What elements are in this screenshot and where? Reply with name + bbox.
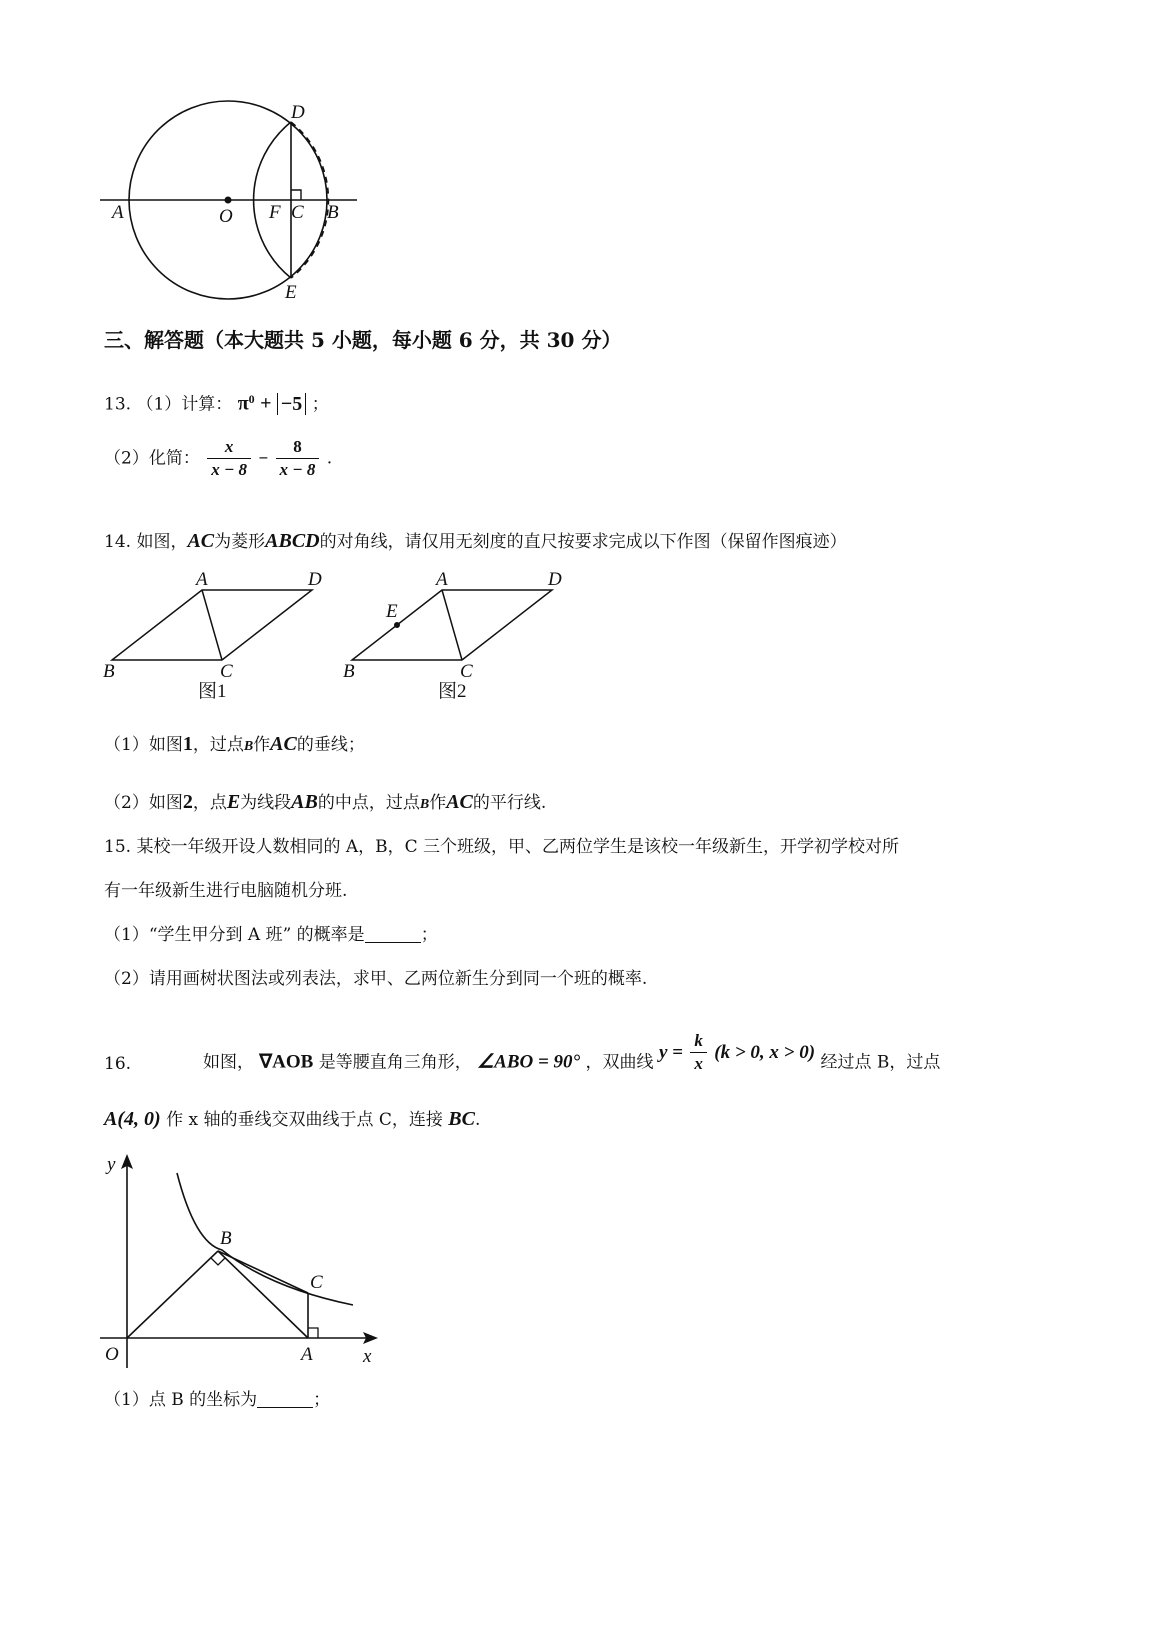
q15-line2: 有一年级新生进行电脑随机分班. [104,881,348,901]
q14-stem-a: 如图， [136,532,188,552]
fraction-1 [207,436,251,481]
segment-ba [218,1251,308,1338]
q16-triangle: ∇AOB [259,1051,314,1073]
q16-stem-line2 [104,1108,480,1131]
q16-stem-line1 [203,1031,941,1088]
q16-x: x [694,1054,703,1073]
q14-p2-d: 的中点，过点 [317,793,420,813]
q16-k: k [690,1030,707,1053]
q16-number: 16. [104,1054,132,1074]
q14-p2-b: ，点 [192,793,227,813]
label-c: C [291,202,304,223]
pi-exponent: 0 [248,392,255,406]
hyperbola [177,1173,353,1305]
q14-p2-ab: AB [291,791,318,813]
q14-p1-fig: 1 [182,733,193,755]
fig2-caption: 图2 [438,681,467,702]
fig1-label-d: D [308,569,322,590]
label-d: D [291,102,305,123]
q16-part1 [104,1389,330,1411]
q14-p1-c: 作 [253,735,271,755]
q14-p2-point: B [419,797,430,812]
q13-part1-end: ； [311,394,329,415]
q14-ac: AC [187,530,215,552]
q14-p1-b: ，过点 [192,735,244,755]
fig2-label-c: C [460,661,473,682]
q14-p1-a: （1）如图 [104,735,183,755]
rhombus-figure-1 [100,565,340,705]
fraction-1-numerator: x [207,436,251,459]
q14-p1-point: B [243,739,254,754]
fig2-label-b: B [343,661,355,682]
q14-p2-ac: AC [446,791,473,813]
q14-part1 [104,733,365,758]
fraction-1-denominator: x − 8 [211,460,248,479]
label-a: A [112,202,124,223]
q14-p2-f: 的平行线. [472,793,547,813]
q14-p2-c: 为线段 [240,793,292,813]
rhombus-figure-2 [340,565,580,705]
plus-sign: + [260,392,272,415]
label-e: E [285,282,297,303]
q14-part2 [104,791,546,816]
q13-part1 [104,388,329,416]
q16-stem-e: 作 x 轴的垂线交双曲线于点 C，连接 [166,1110,443,1130]
q16-angle: ∠ABO = 90° [477,1051,581,1073]
q14-abcd: ABCD [265,530,320,552]
q14-p1-ac: AC [270,733,297,755]
right-angle-a [308,1328,318,1338]
label-b: B [327,202,339,223]
abs-value: −5 [277,393,306,415]
q16-p1-b: ； [313,1390,331,1410]
q16-condition: (k > 0, x > 0) [714,1041,816,1063]
circle-figure [95,100,375,310]
fig-label-o: O [105,1344,119,1365]
q14-stem-c: 的对角线，请仅用无刻度的直尺按要求完成以下作图（保留作图痕迹） [319,532,847,552]
fig-label-a: A [301,1344,313,1365]
q14-p1-d: 的垂线； [296,735,365,755]
fig1-label-c: C [220,661,233,682]
answer-blank-b[interactable] [257,1391,313,1408]
diagonal-ac [202,590,222,660]
q15-part1 [104,924,438,946]
q13-part2-label: （2）化简： [104,448,200,469]
fig-label-b: B [220,1228,232,1249]
fig2-label-a: A [436,569,448,590]
q16-point-a: A(4, 0) [104,1108,161,1130]
section-title: 三、解答题（本大题共 5 小题，每小题 6 分，共 30 分） [104,328,622,352]
label-o: O [219,206,233,227]
q16-p1-a: （1）点 B 的坐标为 [104,1390,258,1410]
fig-label-x: x [363,1346,372,1367]
fig2-label-e: E [386,601,398,622]
q14-number: 14. [104,532,132,552]
fig-label-y: y [107,1154,116,1175]
q14-p2-fig: 2 [182,791,193,813]
fig1-label-a: A [196,569,208,590]
q13-part2-end: . [326,448,333,469]
segment-bc [218,1251,308,1293]
q14-p2-e2: 作 [429,793,447,813]
q15-p1-b: ； [420,925,438,945]
q16-stem-c: ，双曲线 [585,1052,654,1073]
q16-stem-d: 经过点 B，过点 [820,1052,941,1073]
fig1-label-b: B [103,661,115,682]
center-o [225,197,232,204]
segment-ob [127,1251,218,1338]
q16-y-eq: y = [658,1041,683,1063]
minus-sign: − [258,448,269,468]
fraction-2-denominator: x − 8 [279,460,316,479]
diagonal-ac-2 [442,590,462,660]
fraction-2 [276,436,320,481]
fig1-caption: 图1 [198,681,227,702]
q14-p2-e: E [226,791,241,813]
label-f: F [269,202,281,223]
q13-part2 [104,436,332,486]
q13-part1-label: （1）计算： [136,394,233,415]
right-angle-mark [291,190,301,200]
q16-fraction [690,1030,707,1075]
answer-blank[interactable] [365,926,421,943]
fig2-label-d: D [548,569,562,590]
fraction-2-numerator: 8 [276,436,320,459]
q13-number: 13. [104,394,132,415]
midpoint-e [394,622,400,628]
q15-part2: （2）请用画树状图法或列表法，求甲、乙两位新生分到同一个班的概率. [104,969,648,989]
q16-stem-a: 如图， [203,1052,254,1073]
right-angle-b [211,1258,225,1265]
q14-stem-b: 为菱形 [214,532,266,552]
q16-stem-b: 是等腰直角三角形， [318,1052,472,1073]
q16-bc: BC [448,1108,475,1130]
q14-p2-a: （2）如图 [104,793,183,813]
pi-symbol: π [237,392,249,415]
q16-stem-f: . [474,1110,481,1130]
fig-label-c: C [310,1272,323,1293]
q15-line1: 15. 某校一年级开设人数相同的 A，B，C 三个班级，甲、乙两位学生是该校一年级新生，开学初学校对所 [104,837,900,857]
q15-p1-a: （1）“学生甲分到 A 班” 的概率是 [104,925,365,945]
coordinate-figure [95,1148,395,1378]
q14-stem [104,530,847,553]
